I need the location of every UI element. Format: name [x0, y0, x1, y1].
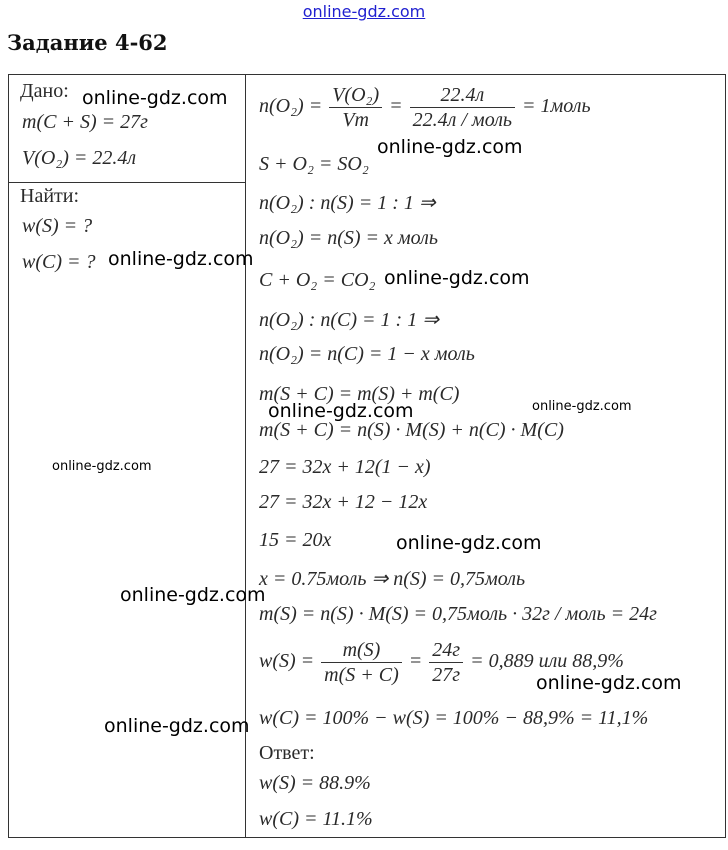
- watermark: online-gdz.com: [52, 459, 152, 474]
- fraction-volume-ratio: [329, 83, 382, 132]
- fraction-mass-ratio: [321, 638, 402, 687]
- solution-line: n(O₂) : n(C) = 1 : 1 ⇒: [259, 309, 439, 331]
- formula-lhs: w(S) =: [259, 650, 315, 673]
- fraction-numerator: m(S): [321, 638, 402, 663]
- site-link[interactable]: online-gdz.com: [302, 2, 426, 21]
- given-label: Дано:: [20, 80, 69, 102]
- formula-lhs: n(O₂) =: [259, 95, 323, 118]
- solution-line: 27 = 32x + 12 − 12x: [259, 491, 428, 513]
- given-volume: V(O₂) = 22.4л: [22, 147, 137, 169]
- solution-line: S + O₂ = SO₂: [259, 153, 369, 175]
- watermark: online-gdz.com: [384, 267, 530, 289]
- solution-line-moles-oxygen: [259, 83, 591, 132]
- answer-carbon: w(C) = 11.1%: [259, 808, 373, 830]
- fraction-numerator: 24г: [429, 638, 463, 663]
- fraction-numerator: 22.4л: [410, 83, 515, 108]
- fraction-numerator: V(O₂): [329, 83, 382, 108]
- watermark: online-gdz.com: [532, 399, 632, 414]
- watermark: online-gdz.com: [396, 532, 542, 554]
- find-sulfur: w(S) = ?: [22, 215, 93, 237]
- fraction-denominator: 22.4л / моль: [412, 109, 513, 131]
- task-title: Задание 4-62: [7, 30, 168, 55]
- fraction-denominator: 27г: [432, 664, 461, 686]
- fraction-denominator: Vm: [342, 109, 370, 131]
- find-label: Найти:: [20, 185, 80, 207]
- equals-sign: =: [389, 95, 403, 118]
- solution-line: 27 = 32x + 12(1 − x): [259, 456, 431, 478]
- formula-result: = 1моль: [522, 95, 591, 118]
- fraction-denominator: m(S + C): [324, 664, 399, 686]
- answer-sulfur: w(S) = 88.9%: [259, 772, 371, 794]
- solution-line: m(S + C) = n(S) · M(S) + n(C) · M(C): [259, 419, 564, 441]
- given-mass: m(C + S) = 27г: [22, 111, 148, 133]
- watermark: online-gdz.com: [268, 400, 414, 422]
- watermark: online-gdz.com: [108, 248, 254, 270]
- equals-sign: =: [408, 650, 423, 673]
- fraction-values: [429, 638, 463, 687]
- watermark: online-gdz.com: [82, 87, 228, 109]
- watermark: online-gdz.com: [377, 136, 523, 158]
- solution-line: m(S) = n(S) · M(S) = 0,75моль · 32г / моль = 24г: [259, 603, 657, 625]
- solution-line: n(O₂) = n(C) = 1 − x моль: [259, 343, 475, 365]
- solution-line: x = 0.75моль ⇒ n(S) = 0,75моль: [259, 568, 526, 590]
- formula-result: = 0,889 или 88,9%: [470, 650, 624, 673]
- watermark: online-gdz.com: [536, 672, 682, 694]
- watermark: online-gdz.com: [120, 584, 266, 606]
- solution-line: C + O₂ = CO₂: [259, 269, 376, 291]
- solution-line: m(S + C) = m(S) + m(C): [259, 383, 460, 405]
- solution-line: n(O₂) = n(S) = x моль: [259, 227, 438, 249]
- solution-line: w(C) = 100% − w(S) = 100% − 88,9% = 11,1%: [259, 707, 649, 729]
- solution-line: 15 = 20x: [259, 529, 332, 551]
- given-find-divider: [9, 182, 245, 183]
- answer-label: Ответ:: [259, 742, 315, 764]
- find-carbon: w(C) = ?: [22, 251, 96, 273]
- fraction-values: [410, 83, 515, 132]
- solution-line: n(O₂) : n(S) = 1 : 1 ⇒: [259, 192, 436, 214]
- watermark: online-gdz.com: [104, 715, 250, 737]
